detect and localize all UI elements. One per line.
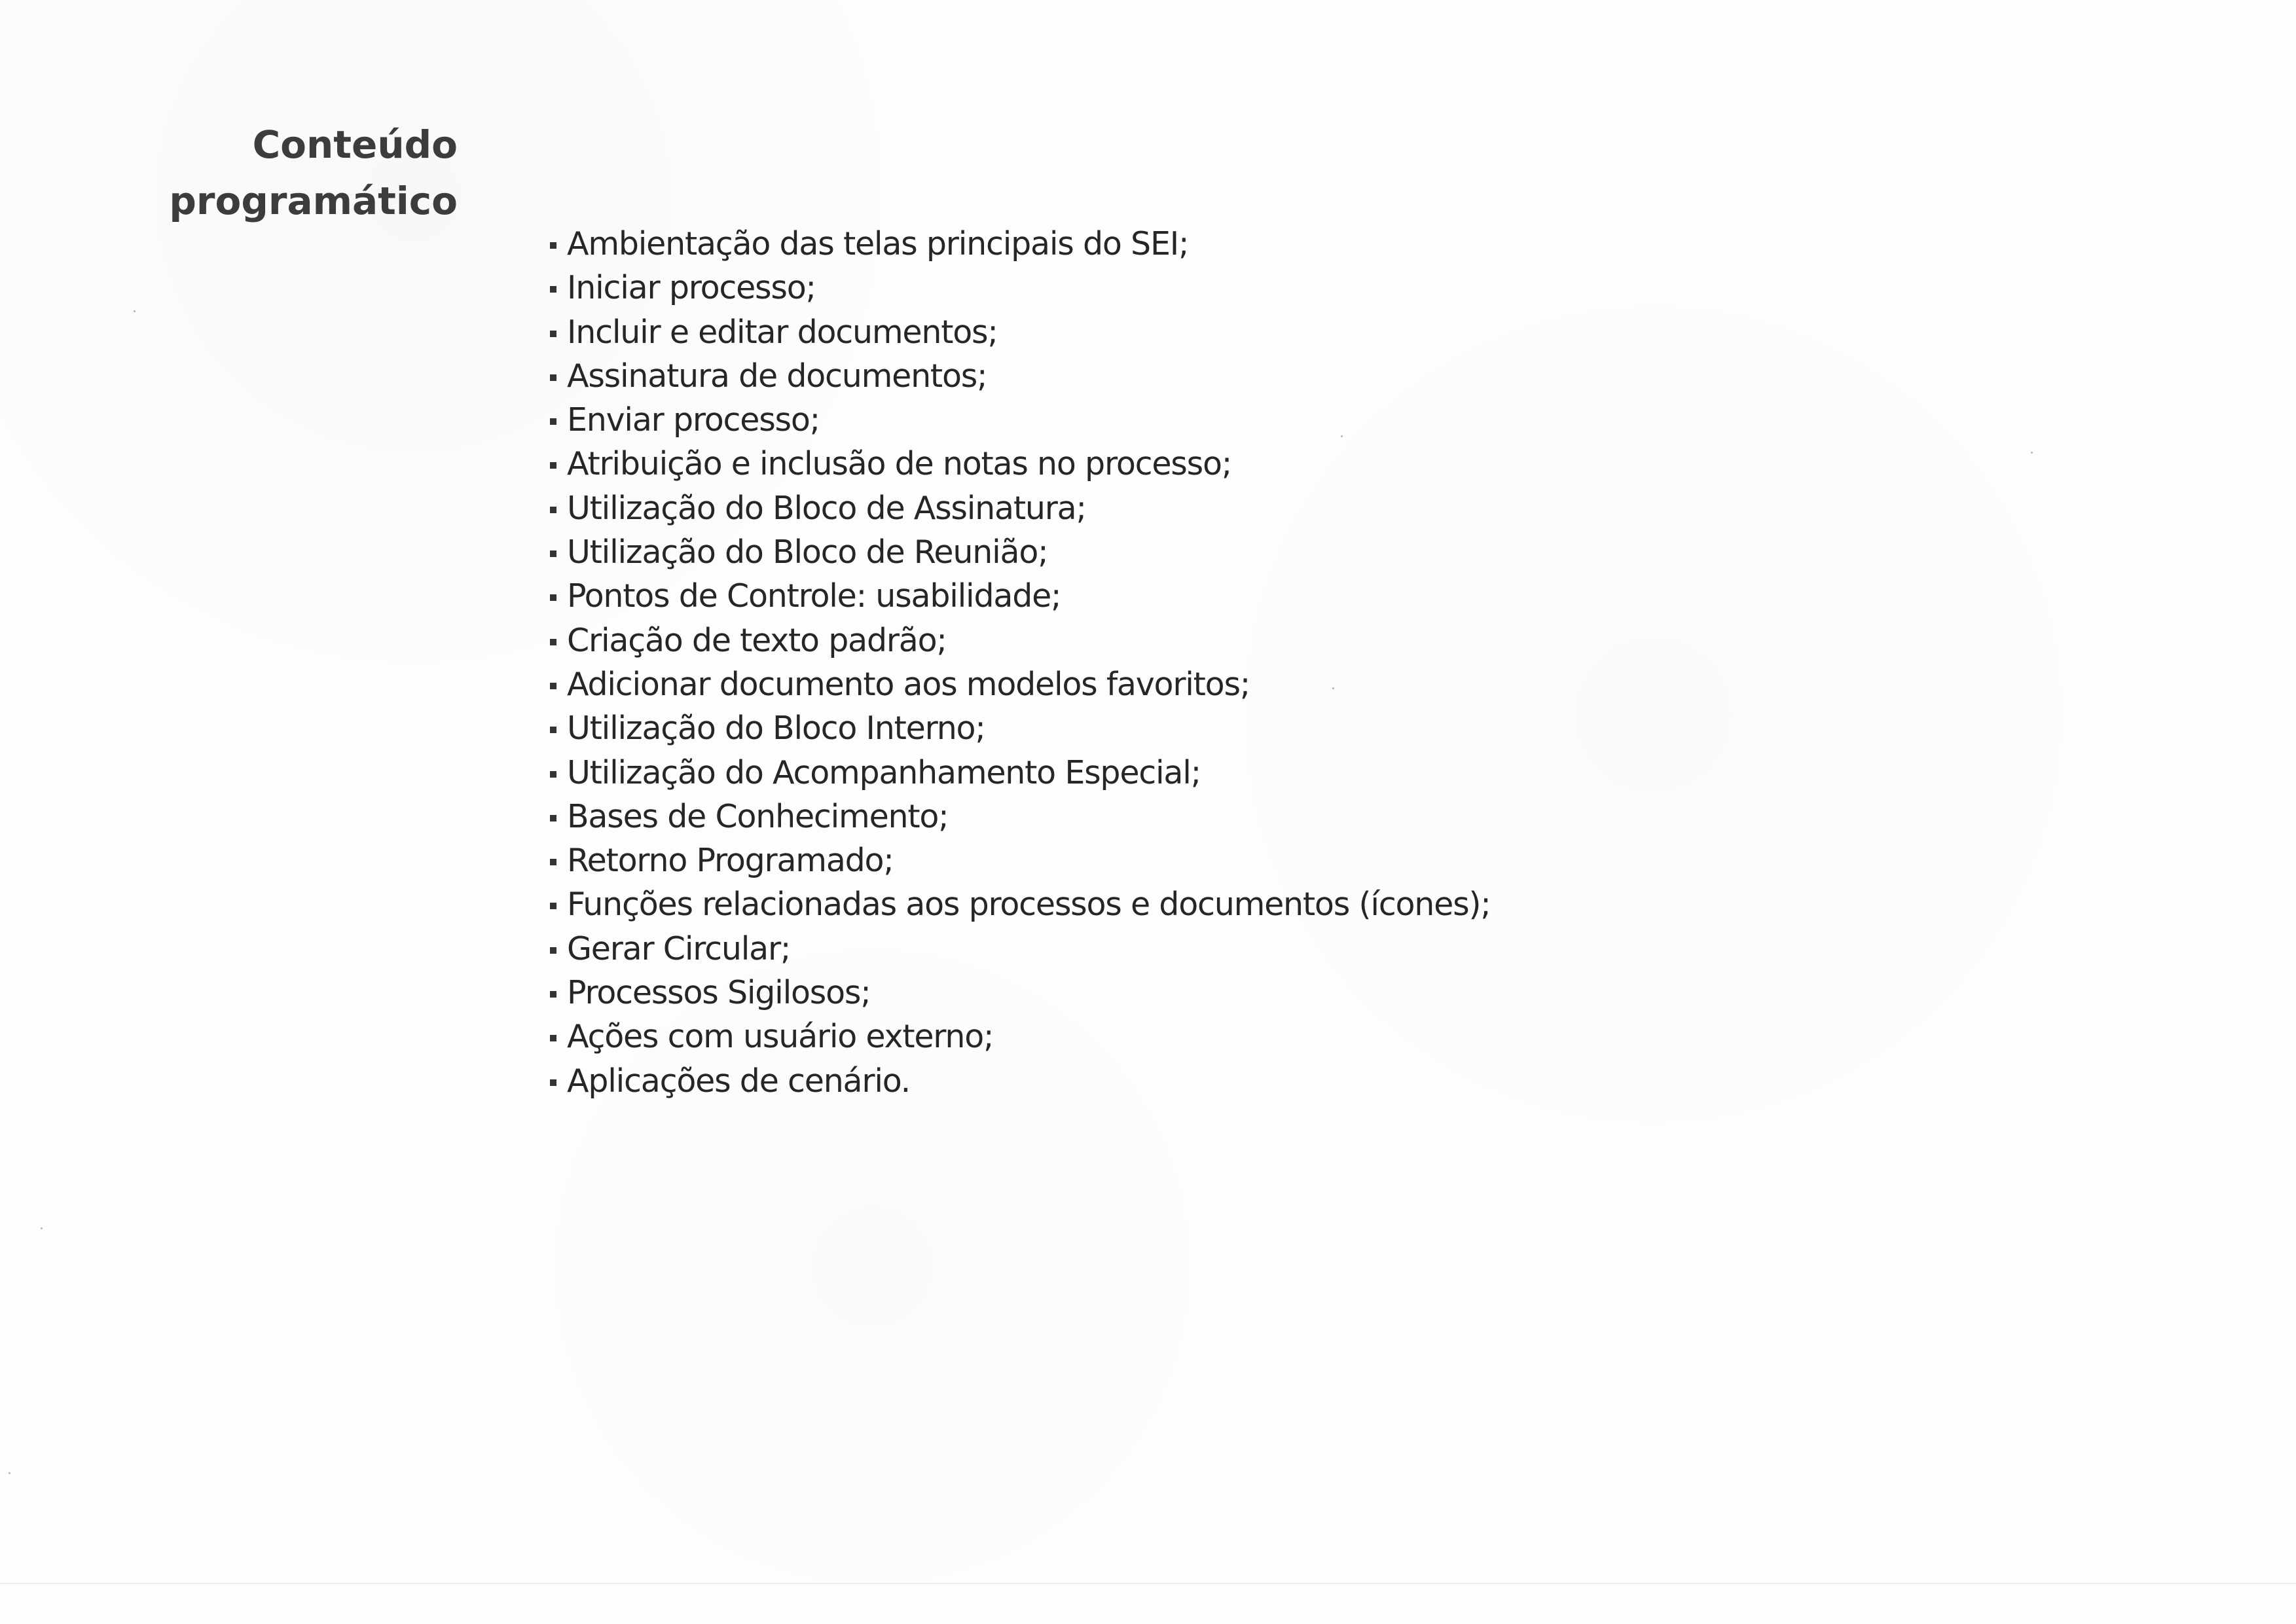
topic-list-item [549,971,1531,1015]
scan-speck [2031,452,2033,454]
topic-text: Bases de Conhecimento; [567,797,949,835]
square-bullet-icon [550,1035,556,1041]
topic-list-item [549,706,1531,750]
topic-list-item [549,662,1531,706]
square-bullet-icon [550,771,556,778]
square-bullet-icon [550,507,556,513]
topic-text: Utilização do Bloco Interno; [567,710,985,748]
topic-text: Iniciar processo; [567,269,816,307]
topic-list-item [549,310,1531,354]
square-bullet-icon [550,242,556,249]
topic-text: Criação de texto padrão; [567,621,947,659]
scan-bottom-edge [0,1583,2296,1584]
topic-list-item [549,398,1531,442]
square-bullet-icon [550,550,556,557]
topic-list-item [549,795,1531,839]
square-bullet-icon [550,594,556,601]
topic-text: Ações com usuário externo; [567,1018,994,1056]
topic-list-item [549,927,1531,971]
topic-list-item [549,574,1531,618]
topic-text: Ambientação das telas principais do SEI; [567,225,1189,262]
heading-line-2: programático [169,179,458,223]
topic-list-item [549,619,1531,662]
square-bullet-icon [550,639,556,645]
topic-text: Gerar Circular; [567,929,791,967]
square-bullet-icon [550,331,556,337]
topic-text: Processos Sigilosos; [567,974,871,1012]
topic-text: Pontos de Controle: usabilidade; [567,577,1061,615]
square-bullet-icon [550,947,556,954]
topic-text: Incluir e editar documentos; [567,313,998,351]
square-bullet-icon [550,683,556,689]
square-bullet-icon [550,462,556,469]
topic-list-item [549,1015,1531,1058]
topic-list-item [549,751,1531,795]
scan-speck [134,310,136,312]
topic-list-item [549,882,1531,926]
topic-list-item [549,354,1531,398]
topic-text: Utilização do Acompanhamento Especial; [567,753,1201,791]
topic-list-item [549,839,1531,882]
topic-list-item [549,442,1531,486]
topic-text: Enviar processo; [567,401,820,439]
square-bullet-icon [550,374,556,381]
square-bullet-icon [550,991,556,998]
topic-list-item [549,486,1531,530]
topic-list-item [549,1059,1531,1103]
topic-text: Funções relacionadas aos processos e documentos (ícones); [567,886,1491,924]
square-bullet-icon [550,286,556,293]
topic-text: Atribuição e inclusão de notas no processo; [567,445,1232,483]
heading-line-1: Conteúdo [252,122,458,167]
section-heading [65,117,458,229]
square-bullet-icon [550,815,556,821]
topic-text: Assinatura de documentos; [567,357,987,395]
topic-text: Utilização do Bloco de Reunião; [567,533,1048,571]
topic-list-item [549,266,1531,310]
square-bullet-icon [550,903,556,909]
topic-list-item [549,530,1531,574]
topic-text: Adicionar documento aos modelos favoritos; [567,665,1250,703]
topic-text: Aplicações de cenário. [567,1062,911,1100]
square-bullet-icon [550,859,556,865]
topic-text: Retorno Programado; [567,842,894,880]
scan-speck [1341,435,1343,437]
topic-text: Utilização do Bloco de Assinatura; [567,489,1086,527]
topic-list-item [549,222,1531,266]
scan-speck [41,1227,43,1229]
topic-list [549,222,1531,1103]
scan-speck [9,1472,10,1474]
square-bullet-icon [550,418,556,425]
square-bullet-icon [550,727,556,733]
square-bullet-icon [550,1079,556,1086]
scan-speck [1332,687,1334,689]
